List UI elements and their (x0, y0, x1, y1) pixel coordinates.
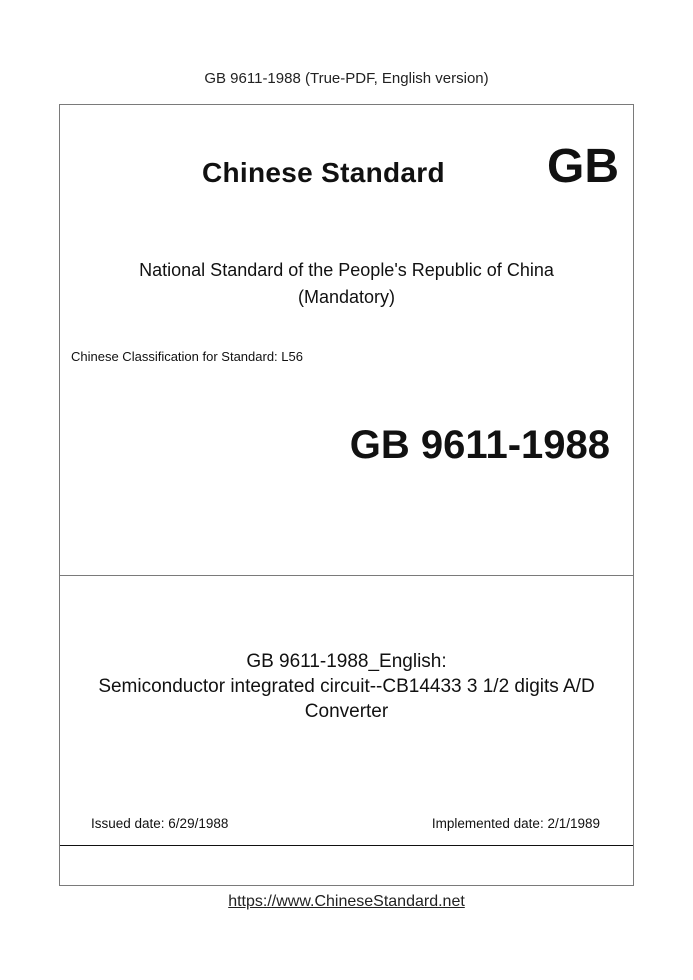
implemented-date: Implemented date: 2/1/1989 (431, 816, 600, 831)
issued-date: Issued date: 6/29/1988 (91, 816, 229, 831)
mandatory-label: (Mandatory) (297, 287, 396, 307)
classification-label: Chinese Classification for Standard: L56 (71, 349, 303, 364)
standard-number: GB 9611-1988 (349, 423, 610, 467)
national-standard-line: National Standard of the People's Republic of China (139, 260, 554, 280)
gb-mark: GB (547, 140, 619, 193)
cover-main-title: Chinese Standard (202, 157, 445, 188)
page-header-title: GB 9611-1988 (True-PDF, English version) (204, 70, 489, 87)
cover-frame (59, 104, 634, 886)
document-title-line: Converter (304, 701, 389, 722)
document-title-line: GB 9611-1988_English: (246, 651, 447, 672)
website-link[interactable]: https://www.ChineseStandard.net (228, 893, 465, 910)
cover-upper-section (60, 105, 633, 576)
empty-bottom-cell (60, 846, 633, 886)
national-standard-text (60, 257, 633, 311)
cover-title-section (60, 576, 633, 846)
document-title-line: Semiconductor integrated circuit--CB14433 3 1/2 digits A/D (98, 676, 595, 697)
document-title (60, 649, 633, 724)
